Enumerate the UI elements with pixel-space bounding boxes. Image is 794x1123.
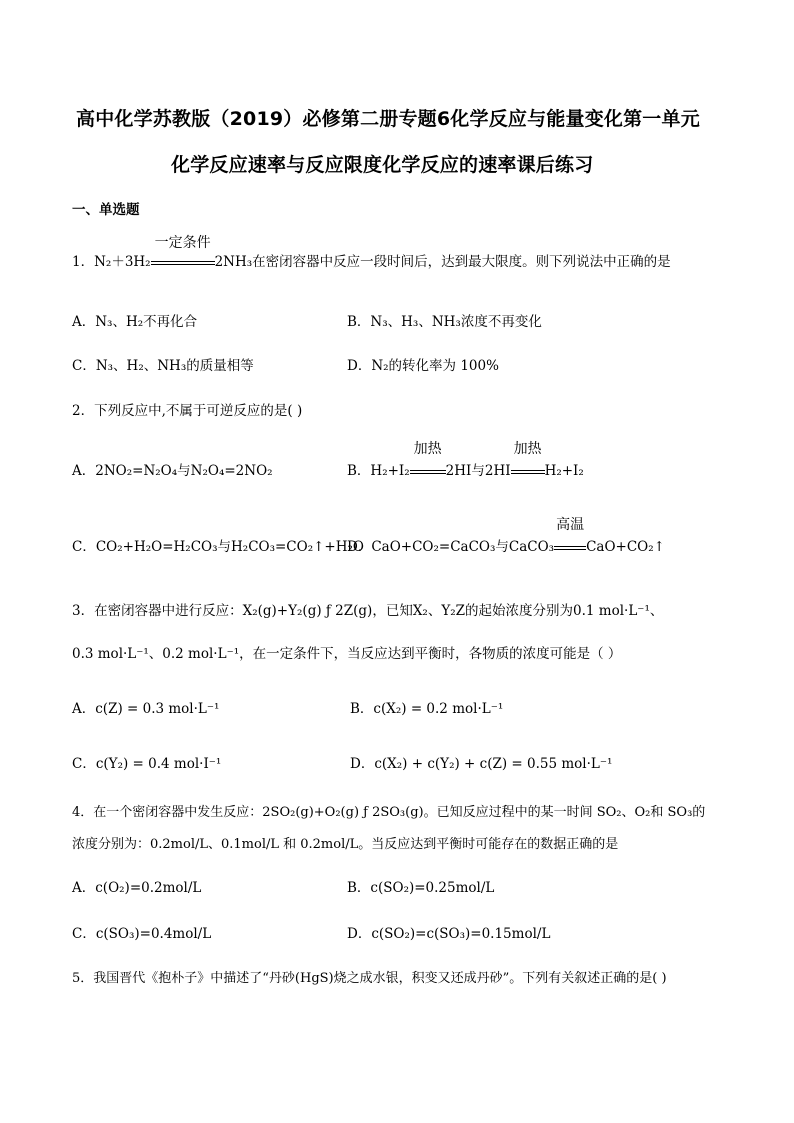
question-2-option-b-pre: B．H₂+I₂: [347, 463, 410, 479]
question-4-option-c: C．c(SO₃)=0.4mol/L: [72, 926, 212, 942]
question-2-option-c: C．CO₂+H₂O=H₂CO₃与H₂CO₃=CO₂↑+H₂O: [72, 539, 364, 555]
question-2-option-b-mid: 2HI与2HI: [445, 463, 511, 479]
question-1-number: 1．: [72, 254, 95, 270]
heating-arrow: [511, 441, 545, 480]
question-4-option-a: A．c(O₂)=0.2mol/L: [72, 880, 202, 896]
question-2-option-b-post: H₂+I₂: [544, 463, 584, 479]
double-line-icon: [151, 261, 215, 265]
heating-arrow: [410, 441, 446, 480]
high-temperature-arrow: [554, 517, 586, 556]
question-2-option-d-pre: D．CaO+CO₂=CaCO₃与CaCO₃: [347, 539, 555, 555]
question-4-option-b: B．c(SO₂)=0.25mol/L: [347, 880, 495, 896]
reaction-condition: 加热: [513, 441, 542, 457]
reaction-condition: 加热: [413, 441, 442, 457]
question-2-option-d-post: CaO+CO₂↑: [586, 539, 665, 555]
question-1-text: 2NH₃在密闭容器中反应一段时间后，达到最大限度。则下列说法中正确的是: [214, 254, 671, 270]
double-line-icon: [511, 470, 545, 474]
double-line-icon: [554, 546, 586, 550]
question-3-option-c: C．c(Y₂) = 0.4 mol·I⁻¹: [72, 756, 222, 772]
question-1-option-d: D．N₂的转化率为 100%: [347, 358, 499, 374]
question-2-option-a: A．2NO₂=N₂O₄与N₂O₄=2NO₂: [72, 463, 273, 479]
question-3-option-d: D．c(X₂) + c(Y₂) + c(Z) = 0.55 mol·L⁻¹: [350, 756, 613, 772]
document-title-line-2: 化学反应速率与反应限度化学反应的速率课后练习: [171, 154, 594, 176]
question-1-option-a: A．N₃、H₂不再化合: [72, 314, 198, 330]
question-3-option-b: B．c(X₂) = 0.2 mol·L⁻¹: [350, 701, 504, 717]
question-3-option-a: A．c(Z) = 0.3 mol·L⁻¹: [72, 701, 220, 717]
question-1-option-c: C．N₃、H₂、NH₃的质量相等: [72, 358, 254, 374]
question-4-stem-line-1: 4．在一个密闭容器中发生反应：2SO₂(g)+O₂(g) ƒ 2SO₃(g)。已知反应过程中的某一时间 SO₂、O₂和 SO₃的: [72, 805, 706, 820]
reaction-condition: 高温: [556, 517, 585, 533]
question-5-stem: 5．我国晋代《抱朴子》中描述了“丹砂(HgS)烧之成水银，积变又还成丹砂”。下列有关叙述正确的是( ): [72, 971, 667, 986]
question-3-stem-line-1: 3．在密闭容器中进行反应：X₂(g)+Y₂(g) ƒ 2Z(g)，已知X₂、Y₂Z的起始浓度分别为0.1 mol·L⁻¹、: [72, 603, 664, 619]
section-heading: 一、单选题: [72, 202, 140, 218]
question-3-stem-line-2: 0.3 mol·L⁻¹、0.2 mol·L⁻¹，在一定条件下，当反应达到平衡时，各物质的浓度可能是（ ）: [72, 646, 622, 662]
double-line-icon: [410, 470, 446, 474]
question-4-stem-line-2: 浓度分别为：0.2mol/L、0.1mol/L 和 0.2mol/L。当反应达到平衡时可能存在的数据正确的是: [72, 837, 619, 852]
question-2-option-b: [347, 441, 584, 480]
question-2-option-d: [347, 517, 665, 556]
reaction-condition: 一定条件: [154, 235, 211, 251]
question-1-option-b: B．N₃、H₃、NH₃浓度不再变化: [347, 314, 542, 330]
question-2-stem: 2．下列反应中,不属于可逆反应的是( ): [72, 403, 303, 419]
document-title-line-1: 高中化学苏教版（2019）必修第二册专题6化学反应与能量变化第一单元: [76, 108, 700, 130]
question-1-stem: [72, 235, 671, 271]
question-1-reactants: N₂＋3H₂: [94, 254, 151, 270]
question-4-option-d: D．c(SO₂)=c(SO₃)=0.15mol/L: [347, 926, 551, 942]
equilibrium-arrow: [151, 235, 215, 271]
